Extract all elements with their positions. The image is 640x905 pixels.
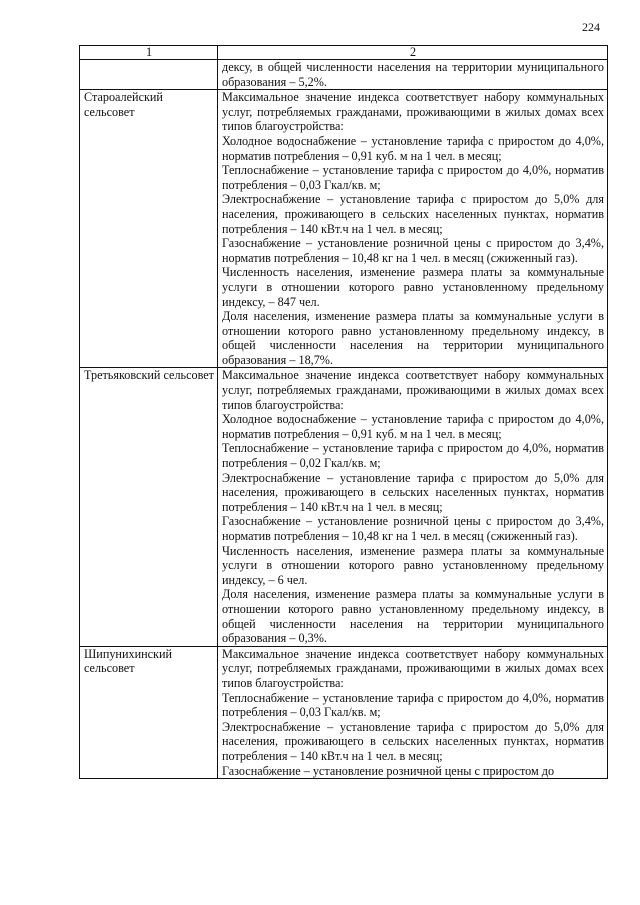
description-paragraph: Газоснабжение – установление розничной цены с приростом до 3,4%, норматив потребления – 10,48 кг на 1 чел. в месяц (сжиженный газ). (222, 514, 604, 543)
table-header-row (80, 46, 608, 60)
municipality-name: Староалейский сельсовет (84, 90, 163, 119)
description-paragraph: Доля населения, изменение размера платы за коммунальные услуги в отношении которого равно установленному предельному индексу, в общей численности населения на территории муниципального образования – 0,3%. (222, 587, 604, 646)
table-row (80, 368, 608, 646)
description-paragraph: Электроснабжение – установление тарифа с приростом до 5,0% для населения, проживающего в сельских населенных пунктах, норматив потребления – 140 кВт.ч на 1 чел. в месяц; (222, 719, 604, 763)
description-paragraph: Теплоснабжение – установление тарифа с приростом до 4,0%, норматив потребления – 0,03 Гкал/кв. м; (222, 163, 604, 192)
municipality-cell (80, 90, 218, 368)
column-header-2: 2 (218, 46, 608, 60)
description-cell (218, 60, 608, 90)
municipality-name: Шипунихинский сельсовет (84, 646, 172, 676)
table-row (80, 646, 608, 778)
description-paragraph: Максимальное значение индекса соответствует набору коммунальных услуг, потребляемых гражданами, проживающими в жилых домах всех типов благоустройства: (222, 90, 604, 134)
description-paragraph: Максимальное значение индекса соответствует набору коммунальных услуг, потребляемых гражданами, проживающими в жилых домах всех типов благоустройства: (222, 646, 604, 690)
table-row (80, 60, 608, 90)
page-number: 224 (582, 20, 600, 34)
municipality-name: Третьяковский сельсовет (84, 368, 215, 383)
column-header-1: 1 (80, 46, 218, 60)
description-paragraph: Электроснабжение – установление тарифа с приростом до 5,0% для населения, проживающего в сельских населенных пунктах, норматив потребления – 140 кВт.ч на 1 чел. в месяц; (222, 470, 604, 514)
description-paragraph: Электроснабжение – установление тарифа с приростом до 5,0% для населения, проживающего в сельских населенных пунктах, норматив потребления – 140 кВт.ч на 1 чел. в месяц; (222, 192, 604, 236)
description-paragraph: Численность населения, изменение размера платы за коммунальные услуги в отношении которого равно установленному предельному индексу, – 6 чел. (222, 543, 604, 587)
description-paragraph: Холодное водоснабжение – установление тарифа с приростом до 4,0%, норматив потребления – 0,91 куб. м на 1 чел. в месяц; (222, 133, 604, 163)
description-paragraph: Холодное водоснабжение – установление тарифа с приростом до 4,0%, норматив потребления – 0,91 куб. м на 1 чел. в месяц; (222, 412, 604, 441)
description-paragraph: Численность населения, изменение размера платы за коммунальные услуги в отношении которого равно установленному предельному индексу, – 847 чел. (222, 265, 604, 309)
municipality-cell (80, 646, 218, 778)
description-cell (218, 646, 608, 778)
description-paragraph: Доля населения, изменение размера платы за коммунальные услуги в отношении которого равно установленному предельному индексу, в общей численности населения на территории муниципального образования – 18,7%. (222, 309, 604, 367)
description-paragraph: Газоснабжение – установление розничной цены с приростом до 3,4%, норматив потребления – 10,48 кг на 1 чел. в месяц (сжиженный газ). (222, 236, 604, 265)
municipality-cell (80, 368, 218, 646)
description-paragraph: Максимальное значение индекса соответствует набору коммунальных услуг, потребляемых гражданами, проживающими в жилых домах всех типов благоустройства: (222, 368, 604, 412)
municipality-cell (80, 60, 218, 90)
tariff-table (79, 45, 608, 779)
description-cell (218, 368, 608, 646)
table-row (80, 90, 608, 368)
description-cell (218, 90, 608, 368)
description-paragraph: дексу, в общей численности населения на территории муниципального образования – 5,2%. (222, 60, 604, 89)
description-paragraph: Газоснабжение – установление розничной цены с приростом до (222, 763, 555, 778)
description-paragraph: Теплоснабжение – установление тарифа с приростом до 4,0%, норматив потребления – 0,02 Гкал/кв. м; (222, 441, 604, 471)
description-paragraph: Теплоснабжение – установление тарифа с приростом до 4,0%, норматив потребления – 0,03 Гкал/кв. м; (222, 690, 604, 720)
